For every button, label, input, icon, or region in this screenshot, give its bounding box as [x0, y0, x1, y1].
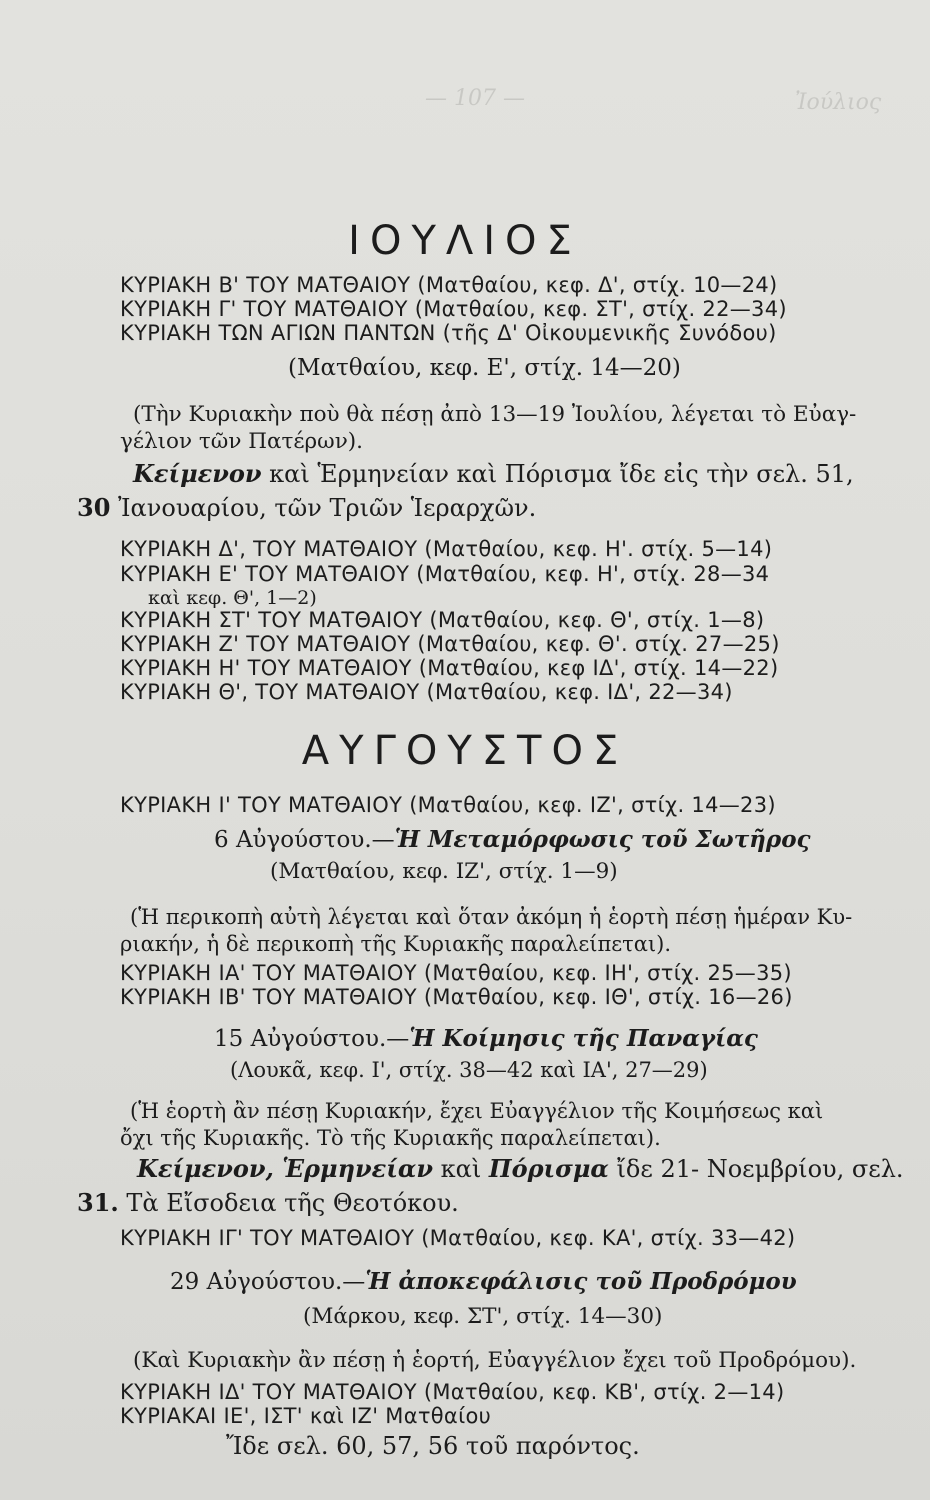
august-line-1: ΚΥΡΙΑΚΗ Ι' ΤΟΥ ΜΑΤΘΑΙΟΥ (Ματθαίου, κεφ. ΙΖ', στίχ. 14—23) [120, 793, 776, 817]
august-line-19: ΚΥΡΙΑΚΑΙ ΙΕ', ΙΣΤ' καὶ ΙΖ' Ματθαίου [120, 1404, 492, 1428]
july-line-14: ΚΥΡΙΑΚΗ Η' ΤΟΥ ΜΑΤΘΑΙΟΥ (Ματθαίου, κεφ ΙΔ', στίχ. 14—22) [120, 656, 779, 680]
august-heading: ΑΥΓΟΥΣΤΟΣ [301, 728, 629, 774]
august-line-12 [137, 1154, 904, 1183]
ref-number: 31. [77, 1188, 119, 1217]
july-line-6: γέλιον τῶν Πατέρων). [120, 429, 363, 454]
july-line-11: καὶ κεφ. Θ', 1—2) [148, 587, 317, 609]
feast-title: Ἡ Κοίμησις τῆς Παναγίας [409, 1025, 758, 1052]
porisma-label: Πόρισμα [488, 1154, 609, 1183]
august-line-5: ριακήν, ἡ δὲ περικοπὴ τῆς Κυριακῆς παραλείπεται). [120, 932, 672, 956]
feast-date: 29 Αὐγούστου.— [170, 1269, 366, 1295]
july-line-10: ΚΥΡΙΑΚΗ Ε' ΤΟΥ ΜΑΤΘΑΙΟΥ (Ματθαίου, κεφ. Η', στίχ. 28—34 [120, 562, 770, 586]
ref-text: ἴδε 21- Νοεμβρίου, σελ. [608, 1155, 904, 1183]
connector-text: καὶ [433, 1155, 489, 1183]
keimenon-label: Κείμενον [133, 459, 262, 488]
july-line-9: ΚΥΡΙΑΚΗ Δ', ΤΟΥ ΜΑΤΘΑΙΟΥ (Ματθαίου, κεφ. Η'. στίχ. 5—14) [120, 537, 773, 561]
august-line-4: (Ἡ περικοπὴ αὐτὴ λέγεται καὶ ὅταν ἀκόμη ἡ ἑορτὴ πέσῃ ἡμέραν Κυ- [130, 905, 853, 929]
july-line-1: ΚΥΡΙΑΚΗ Β' ΤΟΥ ΜΑΤΘΑΙΟΥ (Ματθαίου, κεφ. Δ', στίχ. 10—24) [120, 273, 778, 297]
feast-title: Ἡ Μεταμόρφωσις τοῦ Σωτῆρος [394, 826, 811, 853]
august-line-17: (Καὶ Κυριακὴν ἂν πέσῃ ἡ ἑορτή, Εὐαγγέλιον ἔχει τοῦ Προδρόμου). [133, 1348, 857, 1373]
august-line-3: (Ματθαίου, κεφ. ΙΖ', στίχ. 1—9) [270, 859, 618, 884]
july-line-2: ΚΥΡΙΑΚΗ Γ' ΤΟΥ ΜΑΤΘΑΙΟΥ (Ματθαίου, κεφ. ΣΤ', στίχ. 22—34) [120, 297, 787, 321]
page-number: — 107 — [425, 86, 525, 111]
august-line-11: ὄχι τῆς Κυριακῆς. Τὸ τῆς Κυριακῆς παραλείπεται). [120, 1126, 661, 1150]
july-line-7 [133, 459, 854, 488]
august-line-20: Ἴδε σελ. 60, 57, 56 τοῦ παρόντος. [226, 1432, 640, 1460]
feast-date: 6 Αὐγούστου.— [214, 827, 395, 853]
august-line-7: ΚΥΡΙΑΚΗ ΙΒ' ΤΟΥ ΜΑΤΘΑΙΟΥ (Ματθαίου, κεφ. ΙΘ', στίχ. 16—26) [120, 985, 793, 1009]
july-line-13: ΚΥΡΙΑΚΗ Ζ' ΤΟΥ ΜΑΤΘΑΙΟΥ (Ματθαίου, κεφ. Θ'. στίχ. 27—25) [120, 632, 780, 656]
august-line-6: ΚΥΡΙΑΚΗ ΙΑ' ΤΟΥ ΜΑΤΘΑΙΟΥ (Ματθαίου, κεφ. ΙΗ', στίχ. 25—35) [120, 961, 792, 985]
july-line-3: ΚΥΡΙΑΚΗ ΤΩΝ ΑΓΙΩΝ ΠΑΝΤΩΝ (τῆς Δ' Οἰκουμενικῆς Συνόδου) [120, 321, 777, 345]
august-line-14: ΚΥΡΙΑΚΗ ΙΓ' ΤΟΥ ΜΑΤΘΑΙΟΥ (Ματθαίου, κεφ. ΚΑ', στίχ. 33—42) [120, 1226, 796, 1250]
august-line-8 [214, 1027, 758, 1051]
july-line-5: (Τὴν Κυριακὴν ποὺ θὰ πέσῃ ἀπὸ 13—19 Ἰουλίου, λέγεται τὸ Εὐαγ- [133, 402, 857, 427]
ref-number: 30 [77, 493, 111, 522]
running-title: Ἰούλιος [795, 90, 882, 115]
keimenon-label: Κείμενον, Ἑρμηνείαν [137, 1154, 434, 1183]
august-line-10: (Ἡ ἑορτὴ ἂν πέσῃ Κυριακήν, ἔχει Εὐαγγέλιον τῆς Κοιμήσεως καὶ [130, 1099, 824, 1123]
feast-title: Ἡ ἀποκεφάλισις τοῦ Προδρόμου [365, 1268, 797, 1295]
august-line-2 [214, 828, 811, 852]
august-line-18: ΚΥΡΙΑΚΗ ΙΔ' ΤΟΥ ΜΑΤΘΑΙΟΥ (Ματθαίου, κεφ. ΚΒ', στίχ. 2—14) [120, 1380, 785, 1404]
july-line-8 [77, 493, 537, 522]
ref-rest: Τὰ Εἴσοδεια τῆς Θεοτόκου. [118, 1189, 459, 1217]
july-line-15: ΚΥΡΙΑΚΗ Θ', ΤΟΥ ΜΑΤΘΑΙΟΥ (Ματθαίου, κεφ. ΙΔ', 22—34) [120, 680, 733, 704]
ref-rest: Ἰανουαρίου, τῶν Τριῶν Ἱεραρχῶν. [110, 494, 537, 522]
july-heading: ΙΟΥΛΙΟΣ [348, 218, 582, 264]
july-line-12: ΚΥΡΙΑΚΗ ΣΤ' ΤΟΥ ΜΑΤΘΑΙΟΥ (Ματθαίου, κεφ. Θ', στίχ. 1—8) [120, 608, 765, 632]
august-line-16: (Μάρκου, κεφ. ΣΤ', στίχ. 14—30) [303, 1304, 663, 1329]
feast-date: 15 Αὐγούστου.— [214, 1026, 410, 1052]
july-line-4: (Ματθαίου, κεφ. Ε', στίχ. 14—20) [288, 355, 681, 381]
keimenon-rest: καὶ Ἑρμηνείαν καὶ Πόρισμα ἴδε εἰς τὴν σελ. 51, [261, 460, 854, 488]
august-line-15 [170, 1270, 797, 1294]
august-line-9: (Λουκᾶ, κεφ. Ι', στίχ. 38—42 καὶ ΙΑ', 27—29) [230, 1058, 708, 1082]
august-line-13 [77, 1188, 459, 1217]
